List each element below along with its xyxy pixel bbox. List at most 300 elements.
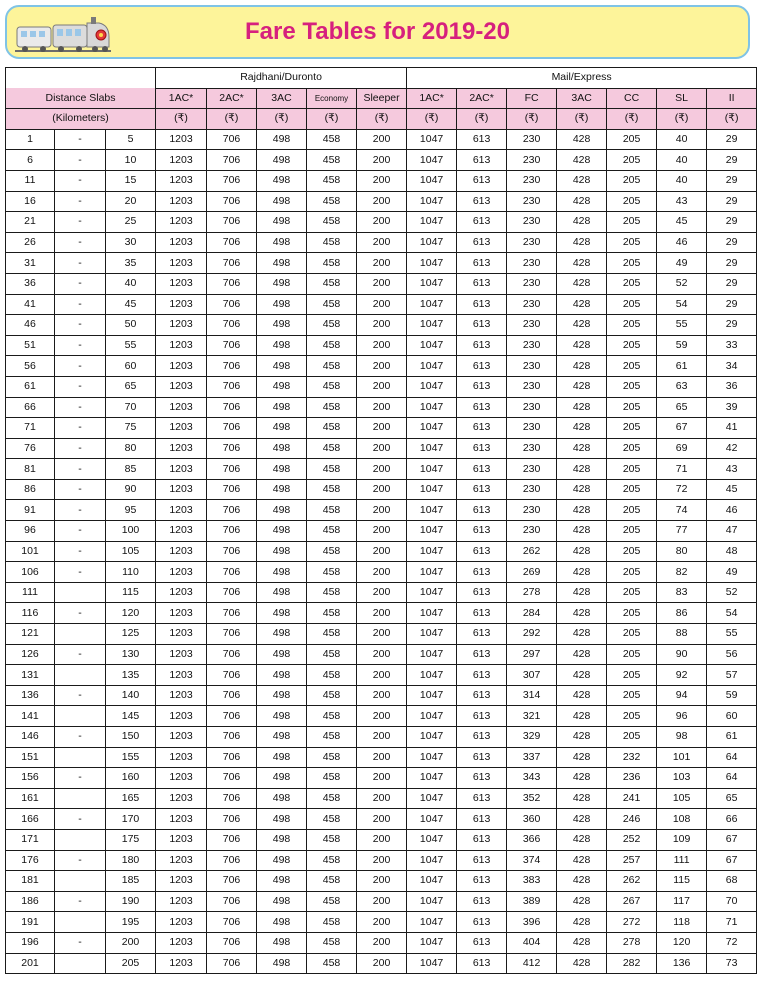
- fare-mail-sl-cell: 98: [657, 727, 707, 748]
- distance-to-cell: 180: [106, 850, 156, 871]
- distance-dash-cell: -: [55, 397, 106, 418]
- fare-mail-ii-cell: 73: [707, 953, 757, 974]
- fare-mail-sl-cell: 59: [657, 335, 707, 356]
- fare-mail-2ac-cell: 613: [457, 603, 507, 624]
- fare-mail-2ac-cell: 613: [457, 418, 507, 439]
- distance-from-cell: 86: [6, 479, 55, 500]
- fare-rajdhani-economy-cell: 458: [307, 212, 357, 233]
- fare-rajdhani-sleeper-cell: 200: [357, 500, 407, 521]
- fare-rajdhani-1ac-cell: 1203: [156, 747, 207, 768]
- fare-mail-3ac-cell: 428: [557, 932, 607, 953]
- distance-to-cell: 70: [106, 397, 156, 418]
- distance-from-cell: 46: [6, 315, 55, 336]
- fare-mail-1ac-cell: 1047: [407, 212, 457, 233]
- fare-rajdhani-economy-cell: 458: [307, 315, 357, 336]
- group-mail-express: Mail/Express: [407, 68, 757, 89]
- fare-rajdhani-economy-cell: 458: [307, 335, 357, 356]
- fare-mail-2ac-cell: 613: [457, 829, 507, 850]
- fare-mail-fc-cell: 389: [507, 891, 557, 912]
- table-row: [6, 438, 757, 459]
- fare-rajdhani-3ac-cell: 498: [257, 356, 307, 377]
- fare-rajdhani-2ac-cell: 706: [207, 912, 257, 933]
- distance-to-cell: 160: [106, 768, 156, 789]
- fare-mail-3ac-cell: 428: [557, 912, 607, 933]
- fare-mail-cc-cell: 205: [607, 253, 657, 274]
- fare-mail-2ac-cell: 613: [457, 356, 507, 377]
- fare-mail-3ac-cell: 428: [557, 479, 607, 500]
- fare-rajdhani-2ac-cell: 706: [207, 335, 257, 356]
- table-row: [6, 294, 757, 315]
- fare-rajdhani-2ac-cell: 706: [207, 932, 257, 953]
- distance-dash-cell: -: [55, 212, 106, 233]
- fare-mail-2ac-cell: 613: [457, 315, 507, 336]
- fare-rajdhani-economy-cell: 458: [307, 768, 357, 789]
- fare-rajdhani-1ac-cell: 1203: [156, 768, 207, 789]
- fare-rajdhani-sleeper-cell: 200: [357, 170, 407, 191]
- fare-mail-1ac-cell: 1047: [407, 809, 457, 830]
- fare-rajdhani-sleeper-cell: 200: [357, 932, 407, 953]
- fare-mail-ii-cell: 41: [707, 418, 757, 439]
- table-row: [6, 273, 757, 294]
- distance-from-cell: 56: [6, 356, 55, 377]
- fare-mail-2ac-cell: 613: [457, 706, 507, 727]
- distance-to-cell: 40: [106, 273, 156, 294]
- fare-mail-fc-cell: 321: [507, 706, 557, 727]
- fare-mail-cc-cell: 246: [607, 809, 657, 830]
- fare-mail-2ac-cell: 613: [457, 644, 507, 665]
- fare-rajdhani-3ac-cell: 498: [257, 768, 307, 789]
- fare-mail-3ac-cell: 428: [557, 624, 607, 645]
- fare-rajdhani-economy-cell: 458: [307, 829, 357, 850]
- fare-mail-3ac-cell: 428: [557, 273, 607, 294]
- fare-mail-ii-cell: 29: [707, 129, 757, 150]
- distance-dash-cell: [55, 829, 106, 850]
- fare-mail-ii-cell: 29: [707, 294, 757, 315]
- col-mail-ii: II: [707, 88, 757, 109]
- fare-mail-ii-cell: 29: [707, 232, 757, 253]
- table-row: [6, 479, 757, 500]
- fare-mail-1ac-cell: 1047: [407, 685, 457, 706]
- col-rajdhani-1ac: 1AC*: [156, 88, 207, 109]
- distance-to-cell: 200: [106, 932, 156, 953]
- distance-to-cell: 135: [106, 665, 156, 686]
- fare-mail-2ac-cell: 613: [457, 747, 507, 768]
- fare-mail-sl-cell: 46: [657, 232, 707, 253]
- fare-rajdhani-economy-cell: 458: [307, 582, 357, 603]
- fare-rajdhani-economy-cell: 458: [307, 665, 357, 686]
- fare-mail-ii-cell: 47: [707, 521, 757, 542]
- fare-mail-sl-cell: 45: [657, 212, 707, 233]
- fare-mail-ii-cell: 29: [707, 253, 757, 274]
- fare-mail-2ac-cell: 613: [457, 335, 507, 356]
- fare-rajdhani-economy-cell: 458: [307, 479, 357, 500]
- distance-from-cell: 156: [6, 768, 55, 789]
- distance-dash-cell: [55, 582, 106, 603]
- fare-mail-cc-cell: 205: [607, 191, 657, 212]
- fare-mail-fc-cell: 307: [507, 665, 557, 686]
- fare-mail-ii-cell: 65: [707, 788, 757, 809]
- distance-dash-cell: -: [55, 150, 106, 171]
- distance-from-cell: 131: [6, 665, 55, 686]
- distance-from-cell: 126: [6, 644, 55, 665]
- fare-mail-sl-cell: 52: [657, 273, 707, 294]
- fare-mail-3ac-cell: 428: [557, 685, 607, 706]
- fare-rajdhani-1ac-cell: 1203: [156, 685, 207, 706]
- fare-mail-2ac-cell: 613: [457, 521, 507, 542]
- fare-rajdhani-2ac-cell: 706: [207, 438, 257, 459]
- distance-from-cell: 161: [6, 788, 55, 809]
- distance-from-cell: 1: [6, 129, 55, 150]
- fare-rajdhani-1ac-cell: 1203: [156, 541, 207, 562]
- fare-mail-sl-cell: 90: [657, 644, 707, 665]
- fare-mail-sl-cell: 40: [657, 129, 707, 150]
- fare-rajdhani-sleeper-cell: 200: [357, 788, 407, 809]
- fare-rajdhani-sleeper-cell: 200: [357, 294, 407, 315]
- currency-label: (₹): [257, 109, 307, 130]
- table-row: [6, 624, 757, 645]
- fare-mail-3ac-cell: 428: [557, 170, 607, 191]
- fare-mail-2ac-cell: 613: [457, 850, 507, 871]
- fare-rajdhani-1ac-cell: 1203: [156, 273, 207, 294]
- fare-mail-cc-cell: 252: [607, 829, 657, 850]
- fare-mail-sl-cell: 77: [657, 521, 707, 542]
- fare-rajdhani-economy-cell: 458: [307, 953, 357, 974]
- fare-mail-2ac-cell: 613: [457, 582, 507, 603]
- distance-dash-cell: -: [55, 315, 106, 336]
- fare-rajdhani-sleeper-cell: 200: [357, 809, 407, 830]
- fare-rajdhani-2ac-cell: 706: [207, 850, 257, 871]
- fare-rajdhani-economy-cell: 458: [307, 418, 357, 439]
- distance-dash-cell: [55, 871, 106, 892]
- fare-mail-sl-cell: 118: [657, 912, 707, 933]
- table-row: [6, 418, 757, 439]
- fare-mail-fc-cell: 292: [507, 624, 557, 645]
- fare-mail-3ac-cell: 428: [557, 129, 607, 150]
- fare-mail-1ac-cell: 1047: [407, 603, 457, 624]
- fare-mail-sl-cell: 103: [657, 768, 707, 789]
- fare-rajdhani-economy-cell: 458: [307, 541, 357, 562]
- fare-mail-3ac-cell: 428: [557, 665, 607, 686]
- fare-mail-ii-cell: 42: [707, 438, 757, 459]
- fare-rajdhani-3ac-cell: 498: [257, 170, 307, 191]
- fare-rajdhani-3ac-cell: 498: [257, 418, 307, 439]
- fare-rajdhani-2ac-cell: 706: [207, 871, 257, 892]
- fare-rajdhani-1ac-cell: 1203: [156, 418, 207, 439]
- table-row: [6, 150, 757, 171]
- fare-rajdhani-sleeper-cell: 200: [357, 521, 407, 542]
- distance-from-cell: 76: [6, 438, 55, 459]
- distance-to-cell: 90: [106, 479, 156, 500]
- fare-mail-fc-cell: 230: [507, 438, 557, 459]
- fare-rajdhani-3ac-cell: 498: [257, 809, 307, 830]
- fare-rajdhani-3ac-cell: 498: [257, 562, 307, 583]
- fare-rajdhani-2ac-cell: 706: [207, 747, 257, 768]
- fare-mail-fc-cell: 230: [507, 273, 557, 294]
- currency-label: (₹): [607, 109, 657, 130]
- distance-from-cell: 71: [6, 418, 55, 439]
- fare-mail-cc-cell: 205: [607, 273, 657, 294]
- fare-rajdhani-3ac-cell: 498: [257, 912, 307, 933]
- fare-rajdhani-economy-cell: 458: [307, 850, 357, 871]
- table-row: [6, 788, 757, 809]
- fare-rajdhani-3ac-cell: 498: [257, 747, 307, 768]
- fare-mail-fc-cell: 230: [507, 397, 557, 418]
- fare-mail-2ac-cell: 613: [457, 232, 507, 253]
- fare-rajdhani-sleeper-cell: 200: [357, 562, 407, 583]
- distance-from-cell: 101: [6, 541, 55, 562]
- distance-dash-cell: -: [55, 500, 106, 521]
- fare-mail-ii-cell: 29: [707, 170, 757, 191]
- fare-rajdhani-sleeper-cell: 200: [357, 438, 407, 459]
- fare-mail-ii-cell: 45: [707, 479, 757, 500]
- fare-mail-fc-cell: 230: [507, 459, 557, 480]
- fare-mail-sl-cell: 88: [657, 624, 707, 645]
- fare-mail-2ac-cell: 613: [457, 788, 507, 809]
- fare-mail-3ac-cell: 428: [557, 829, 607, 850]
- distance-dash-cell: -: [55, 891, 106, 912]
- distance-to-cell: 20: [106, 191, 156, 212]
- fare-mail-ii-cell: 39: [707, 397, 757, 418]
- distance-from-cell: 166: [6, 809, 55, 830]
- fare-rajdhani-2ac-cell: 706: [207, 727, 257, 748]
- distance-to-cell: 155: [106, 747, 156, 768]
- fare-mail-2ac-cell: 613: [457, 932, 507, 953]
- fare-mail-2ac-cell: 613: [457, 479, 507, 500]
- distance-from-cell: 171: [6, 829, 55, 850]
- distance-dash-cell: -: [55, 727, 106, 748]
- distance-from-cell: 41: [6, 294, 55, 315]
- distance-from-cell: 6: [6, 150, 55, 171]
- fare-mail-2ac-cell: 613: [457, 212, 507, 233]
- fare-rajdhani-1ac-cell: 1203: [156, 624, 207, 645]
- fare-rajdhani-3ac-cell: 498: [257, 871, 307, 892]
- fare-rajdhani-2ac-cell: 706: [207, 541, 257, 562]
- fare-mail-fc-cell: 230: [507, 191, 557, 212]
- distance-dash-cell: -: [55, 644, 106, 665]
- fare-mail-ii-cell: 67: [707, 850, 757, 871]
- table-row: [6, 191, 757, 212]
- fare-mail-sl-cell: 109: [657, 829, 707, 850]
- fare-mail-ii-cell: 36: [707, 376, 757, 397]
- fare-mail-fc-cell: 284: [507, 603, 557, 624]
- fare-rajdhani-economy-cell: 458: [307, 521, 357, 542]
- fare-rajdhani-3ac-cell: 498: [257, 541, 307, 562]
- currency-label: (₹): [407, 109, 457, 130]
- distance-from-cell: 196: [6, 932, 55, 953]
- col-mail-cc: CC: [607, 88, 657, 109]
- fare-rajdhani-1ac-cell: 1203: [156, 932, 207, 953]
- fare-rajdhani-2ac-cell: 706: [207, 212, 257, 233]
- fare-rajdhani-3ac-cell: 498: [257, 665, 307, 686]
- fare-mail-cc-cell: 232: [607, 747, 657, 768]
- fare-rajdhani-economy-cell: 458: [307, 562, 357, 583]
- table-row: [6, 932, 757, 953]
- fare-rajdhani-1ac-cell: 1203: [156, 438, 207, 459]
- distance-from-cell: 61: [6, 376, 55, 397]
- fare-mail-fc-cell: 343: [507, 768, 557, 789]
- fare-mail-sl-cell: 120: [657, 932, 707, 953]
- fare-rajdhani-1ac-cell: 1203: [156, 706, 207, 727]
- fare-mail-1ac-cell: 1047: [407, 521, 457, 542]
- fare-mail-ii-cell: 60: [707, 706, 757, 727]
- fare-mail-sl-cell: 92: [657, 665, 707, 686]
- fare-mail-1ac-cell: 1047: [407, 932, 457, 953]
- distance-to-cell: 15: [106, 170, 156, 191]
- fare-mail-fc-cell: 230: [507, 479, 557, 500]
- distance-to-cell: 85: [106, 459, 156, 480]
- distance-to-cell: 150: [106, 727, 156, 748]
- fare-mail-3ac-cell: 428: [557, 727, 607, 748]
- fare-rajdhani-2ac-cell: 706: [207, 953, 257, 974]
- fare-rajdhani-2ac-cell: 706: [207, 129, 257, 150]
- fare-rajdhani-economy-cell: 458: [307, 438, 357, 459]
- fare-rajdhani-3ac-cell: 498: [257, 273, 307, 294]
- distance-to-cell: 35: [106, 253, 156, 274]
- fare-mail-2ac-cell: 613: [457, 562, 507, 583]
- fare-rajdhani-2ac-cell: 706: [207, 294, 257, 315]
- fare-mail-3ac-cell: 428: [557, 644, 607, 665]
- fare-mail-sl-cell: 115: [657, 871, 707, 892]
- distance-dash-cell: -: [55, 768, 106, 789]
- fare-rajdhani-1ac-cell: 1203: [156, 315, 207, 336]
- fare-mail-1ac-cell: 1047: [407, 232, 457, 253]
- fare-rajdhani-1ac-cell: 1203: [156, 129, 207, 150]
- fare-mail-fc-cell: 230: [507, 232, 557, 253]
- fare-mail-3ac-cell: 428: [557, 356, 607, 377]
- fare-rajdhani-2ac-cell: 706: [207, 397, 257, 418]
- fare-mail-fc-cell: 383: [507, 871, 557, 892]
- fare-mail-3ac-cell: 428: [557, 850, 607, 871]
- distance-to-cell: 95: [106, 500, 156, 521]
- distance-from-cell: 186: [6, 891, 55, 912]
- table-row: [6, 747, 757, 768]
- fare-mail-fc-cell: 374: [507, 850, 557, 871]
- distance-to-cell: 30: [106, 232, 156, 253]
- fare-mail-fc-cell: 230: [507, 376, 557, 397]
- fare-rajdhani-2ac-cell: 706: [207, 356, 257, 377]
- fare-mail-1ac-cell: 1047: [407, 253, 457, 274]
- fare-mail-2ac-cell: 613: [457, 294, 507, 315]
- fare-mail-sl-cell: 55: [657, 315, 707, 336]
- fare-rajdhani-1ac-cell: 1203: [156, 232, 207, 253]
- fare-mail-cc-cell: 205: [607, 335, 657, 356]
- distance-to-cell: 65: [106, 376, 156, 397]
- distance-to-cell: 170: [106, 809, 156, 830]
- col-rajdhani-3ac: 3AC: [257, 88, 307, 109]
- fare-mail-cc-cell: 205: [607, 150, 657, 171]
- fare-mail-3ac-cell: 428: [557, 582, 607, 603]
- fare-mail-sl-cell: 82: [657, 562, 707, 583]
- fare-mail-sl-cell: 67: [657, 418, 707, 439]
- distance-unit-label: (Kilometers): [6, 109, 156, 130]
- fare-mail-1ac-cell: 1047: [407, 335, 457, 356]
- fare-rajdhani-3ac-cell: 498: [257, 850, 307, 871]
- fare-rajdhani-3ac-cell: 498: [257, 232, 307, 253]
- fare-rajdhani-1ac-cell: 1203: [156, 809, 207, 830]
- fare-rajdhani-3ac-cell: 498: [257, 727, 307, 748]
- fare-rajdhani-3ac-cell: 498: [257, 624, 307, 645]
- fare-rajdhani-3ac-cell: 498: [257, 253, 307, 274]
- fare-rajdhani-3ac-cell: 498: [257, 603, 307, 624]
- fare-mail-ii-cell: 52: [707, 582, 757, 603]
- fare-mail-ii-cell: 54: [707, 603, 757, 624]
- fare-rajdhani-2ac-cell: 706: [207, 706, 257, 727]
- fare-rajdhani-1ac-cell: 1203: [156, 582, 207, 603]
- fare-mail-3ac-cell: 428: [557, 500, 607, 521]
- fare-rajdhani-3ac-cell: 498: [257, 294, 307, 315]
- distance-to-cell: 80: [106, 438, 156, 459]
- distance-dash-cell: -: [55, 273, 106, 294]
- fare-rajdhani-economy-cell: 458: [307, 232, 357, 253]
- fare-rajdhani-sleeper-cell: 200: [357, 747, 407, 768]
- fare-rajdhani-economy-cell: 458: [307, 932, 357, 953]
- distance-dash-cell: -: [55, 521, 106, 542]
- fare-mail-fc-cell: 230: [507, 150, 557, 171]
- fare-mail-sl-cell: 63: [657, 376, 707, 397]
- distance-dash-cell: -: [55, 418, 106, 439]
- fare-mail-cc-cell: 205: [607, 315, 657, 336]
- fare-rajdhani-3ac-cell: 498: [257, 521, 307, 542]
- fare-mail-fc-cell: 269: [507, 562, 557, 583]
- fare-rajdhani-1ac-cell: 1203: [156, 191, 207, 212]
- distance-to-cell: 145: [106, 706, 156, 727]
- table-row: [6, 706, 757, 727]
- fare-mail-fc-cell: 278: [507, 582, 557, 603]
- fare-rajdhani-economy-cell: 458: [307, 170, 357, 191]
- fare-rajdhani-3ac-cell: 498: [257, 191, 307, 212]
- distance-from-cell: 146: [6, 727, 55, 748]
- fare-rajdhani-2ac-cell: 706: [207, 582, 257, 603]
- fare-rajdhani-1ac-cell: 1203: [156, 665, 207, 686]
- fare-rajdhani-2ac-cell: 706: [207, 418, 257, 439]
- fare-mail-3ac-cell: 428: [557, 335, 607, 356]
- fare-mail-cc-cell: 205: [607, 624, 657, 645]
- fare-rajdhani-2ac-cell: 706: [207, 891, 257, 912]
- fare-mail-cc-cell: 205: [607, 129, 657, 150]
- fare-mail-2ac-cell: 613: [457, 665, 507, 686]
- fare-table-body: [6, 129, 757, 973]
- table-row: [6, 685, 757, 706]
- fare-mail-2ac-cell: 613: [457, 129, 507, 150]
- col-mail-sl: SL: [657, 88, 707, 109]
- fare-rajdhani-3ac-cell: 498: [257, 150, 307, 171]
- distance-to-cell: 60: [106, 356, 156, 377]
- fare-rajdhani-3ac-cell: 498: [257, 706, 307, 727]
- distance-dash-cell: [55, 665, 106, 686]
- fare-rajdhani-2ac-cell: 706: [207, 562, 257, 583]
- fare-mail-1ac-cell: 1047: [407, 727, 457, 748]
- distance-to-cell: 115: [106, 582, 156, 603]
- fare-mail-fc-cell: 230: [507, 253, 557, 274]
- fare-rajdhani-economy-cell: 458: [307, 459, 357, 480]
- fare-mail-cc-cell: 205: [607, 541, 657, 562]
- fare-rajdhani-3ac-cell: 498: [257, 685, 307, 706]
- fare-mail-sl-cell: 65: [657, 397, 707, 418]
- fare-mail-2ac-cell: 613: [457, 500, 507, 521]
- fare-mail-3ac-cell: 428: [557, 438, 607, 459]
- distance-from-cell: 121: [6, 624, 55, 645]
- distance-slabs-label: Distance Slabs: [6, 88, 156, 109]
- fare-mail-1ac-cell: 1047: [407, 644, 457, 665]
- distance-from-cell: 26: [6, 232, 55, 253]
- distance-from-cell: 106: [6, 562, 55, 583]
- fare-mail-1ac-cell: 1047: [407, 459, 457, 480]
- fare-rajdhani-2ac-cell: 706: [207, 788, 257, 809]
- fare-rajdhani-economy-cell: 458: [307, 685, 357, 706]
- fare-rajdhani-economy-cell: 458: [307, 500, 357, 521]
- fare-mail-3ac-cell: 428: [557, 788, 607, 809]
- fare-mail-2ac-cell: 613: [457, 253, 507, 274]
